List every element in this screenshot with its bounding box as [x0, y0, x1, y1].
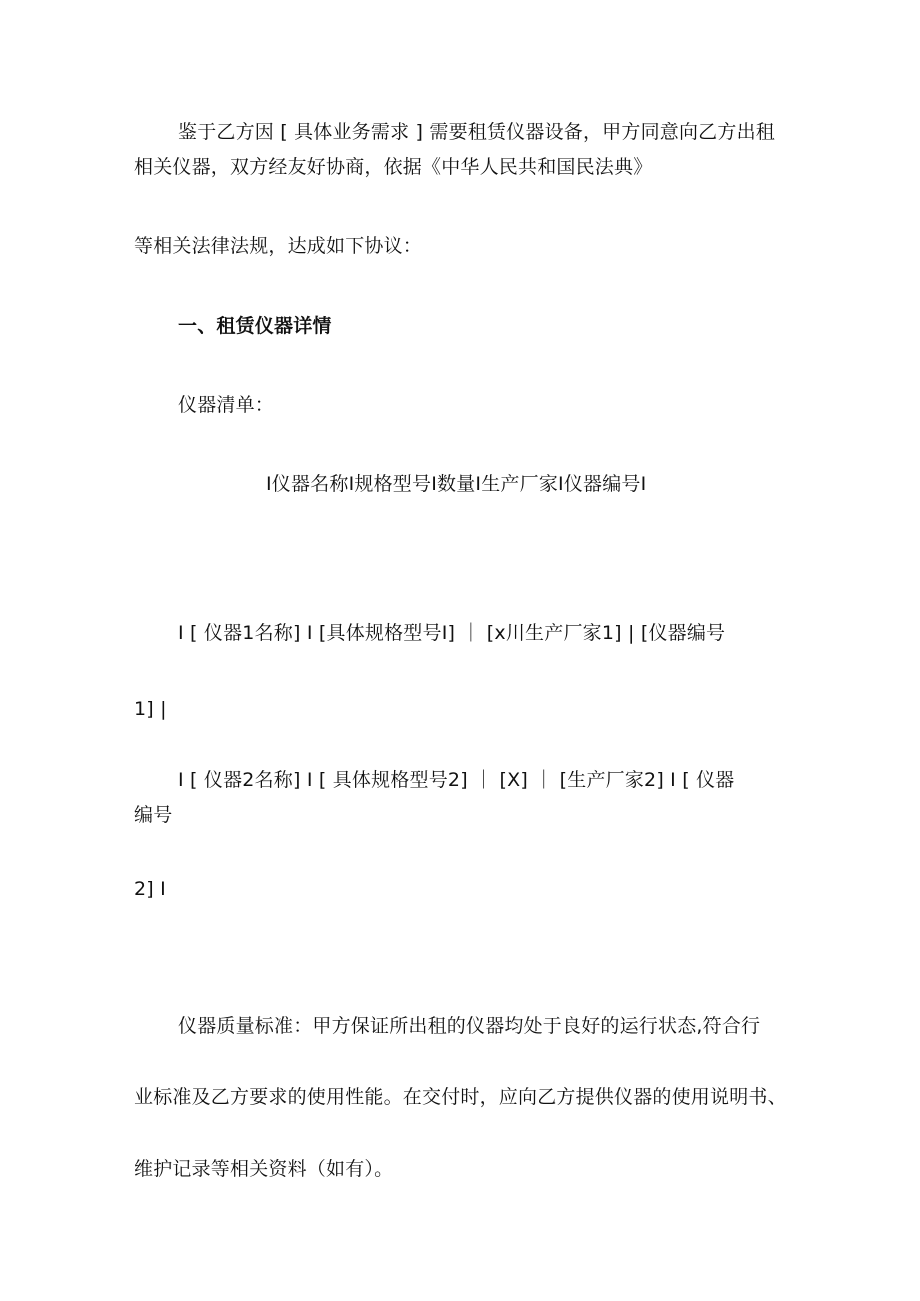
- intro-line-2: 相关仪器，双方经友好协商，依据《中华人民共和国民法典》: [134, 156, 653, 178]
- intro-line-1: 鉴于乙方因 [ 具体业务需求 ] 需要租赁仪器设备，甲方同意向乙方出租: [178, 121, 775, 143]
- section-heading: 一、租赁仪器详情: [178, 315, 332, 337]
- instrument-list-label: 仪器清单：: [178, 394, 275, 416]
- quality-standard-line-1: 仪器质量标准：甲方保证所出租的仪器均处于良好的运行状态,符合行: [178, 1015, 761, 1037]
- intro-line-3: 等相关法律法规，达成如下协议：: [134, 235, 423, 257]
- table-row-2-line-2: 编号: [134, 804, 173, 826]
- table-row-1-line-2: 1] |: [134, 698, 167, 720]
- quality-standard-line-2: 业标准及乙方要求的使用性能。在交付时，应向乙方提供仪器的使用说明书、: [134, 1086, 787, 1108]
- table-row-2-line-1: I [ 仪器2名称] I [ 具体规格型号2] ｜ [X] ｜ [生产厂家2] I [ 仪器: [178, 769, 735, 791]
- table-row-2-line-3: 2] I: [134, 878, 166, 900]
- table-row-1-line-1: I [ 仪器1名称] I [具体规格型号I] ｜ [x川生产厂家1] | [仪器编号: [178, 622, 726, 644]
- table-header-row: I仪器名称I规格型号I数量I生产厂家I仪器编号I: [266, 473, 647, 495]
- quality-standard-line-3: 维护记录等相关资料（如有）。: [134, 1158, 394, 1180]
